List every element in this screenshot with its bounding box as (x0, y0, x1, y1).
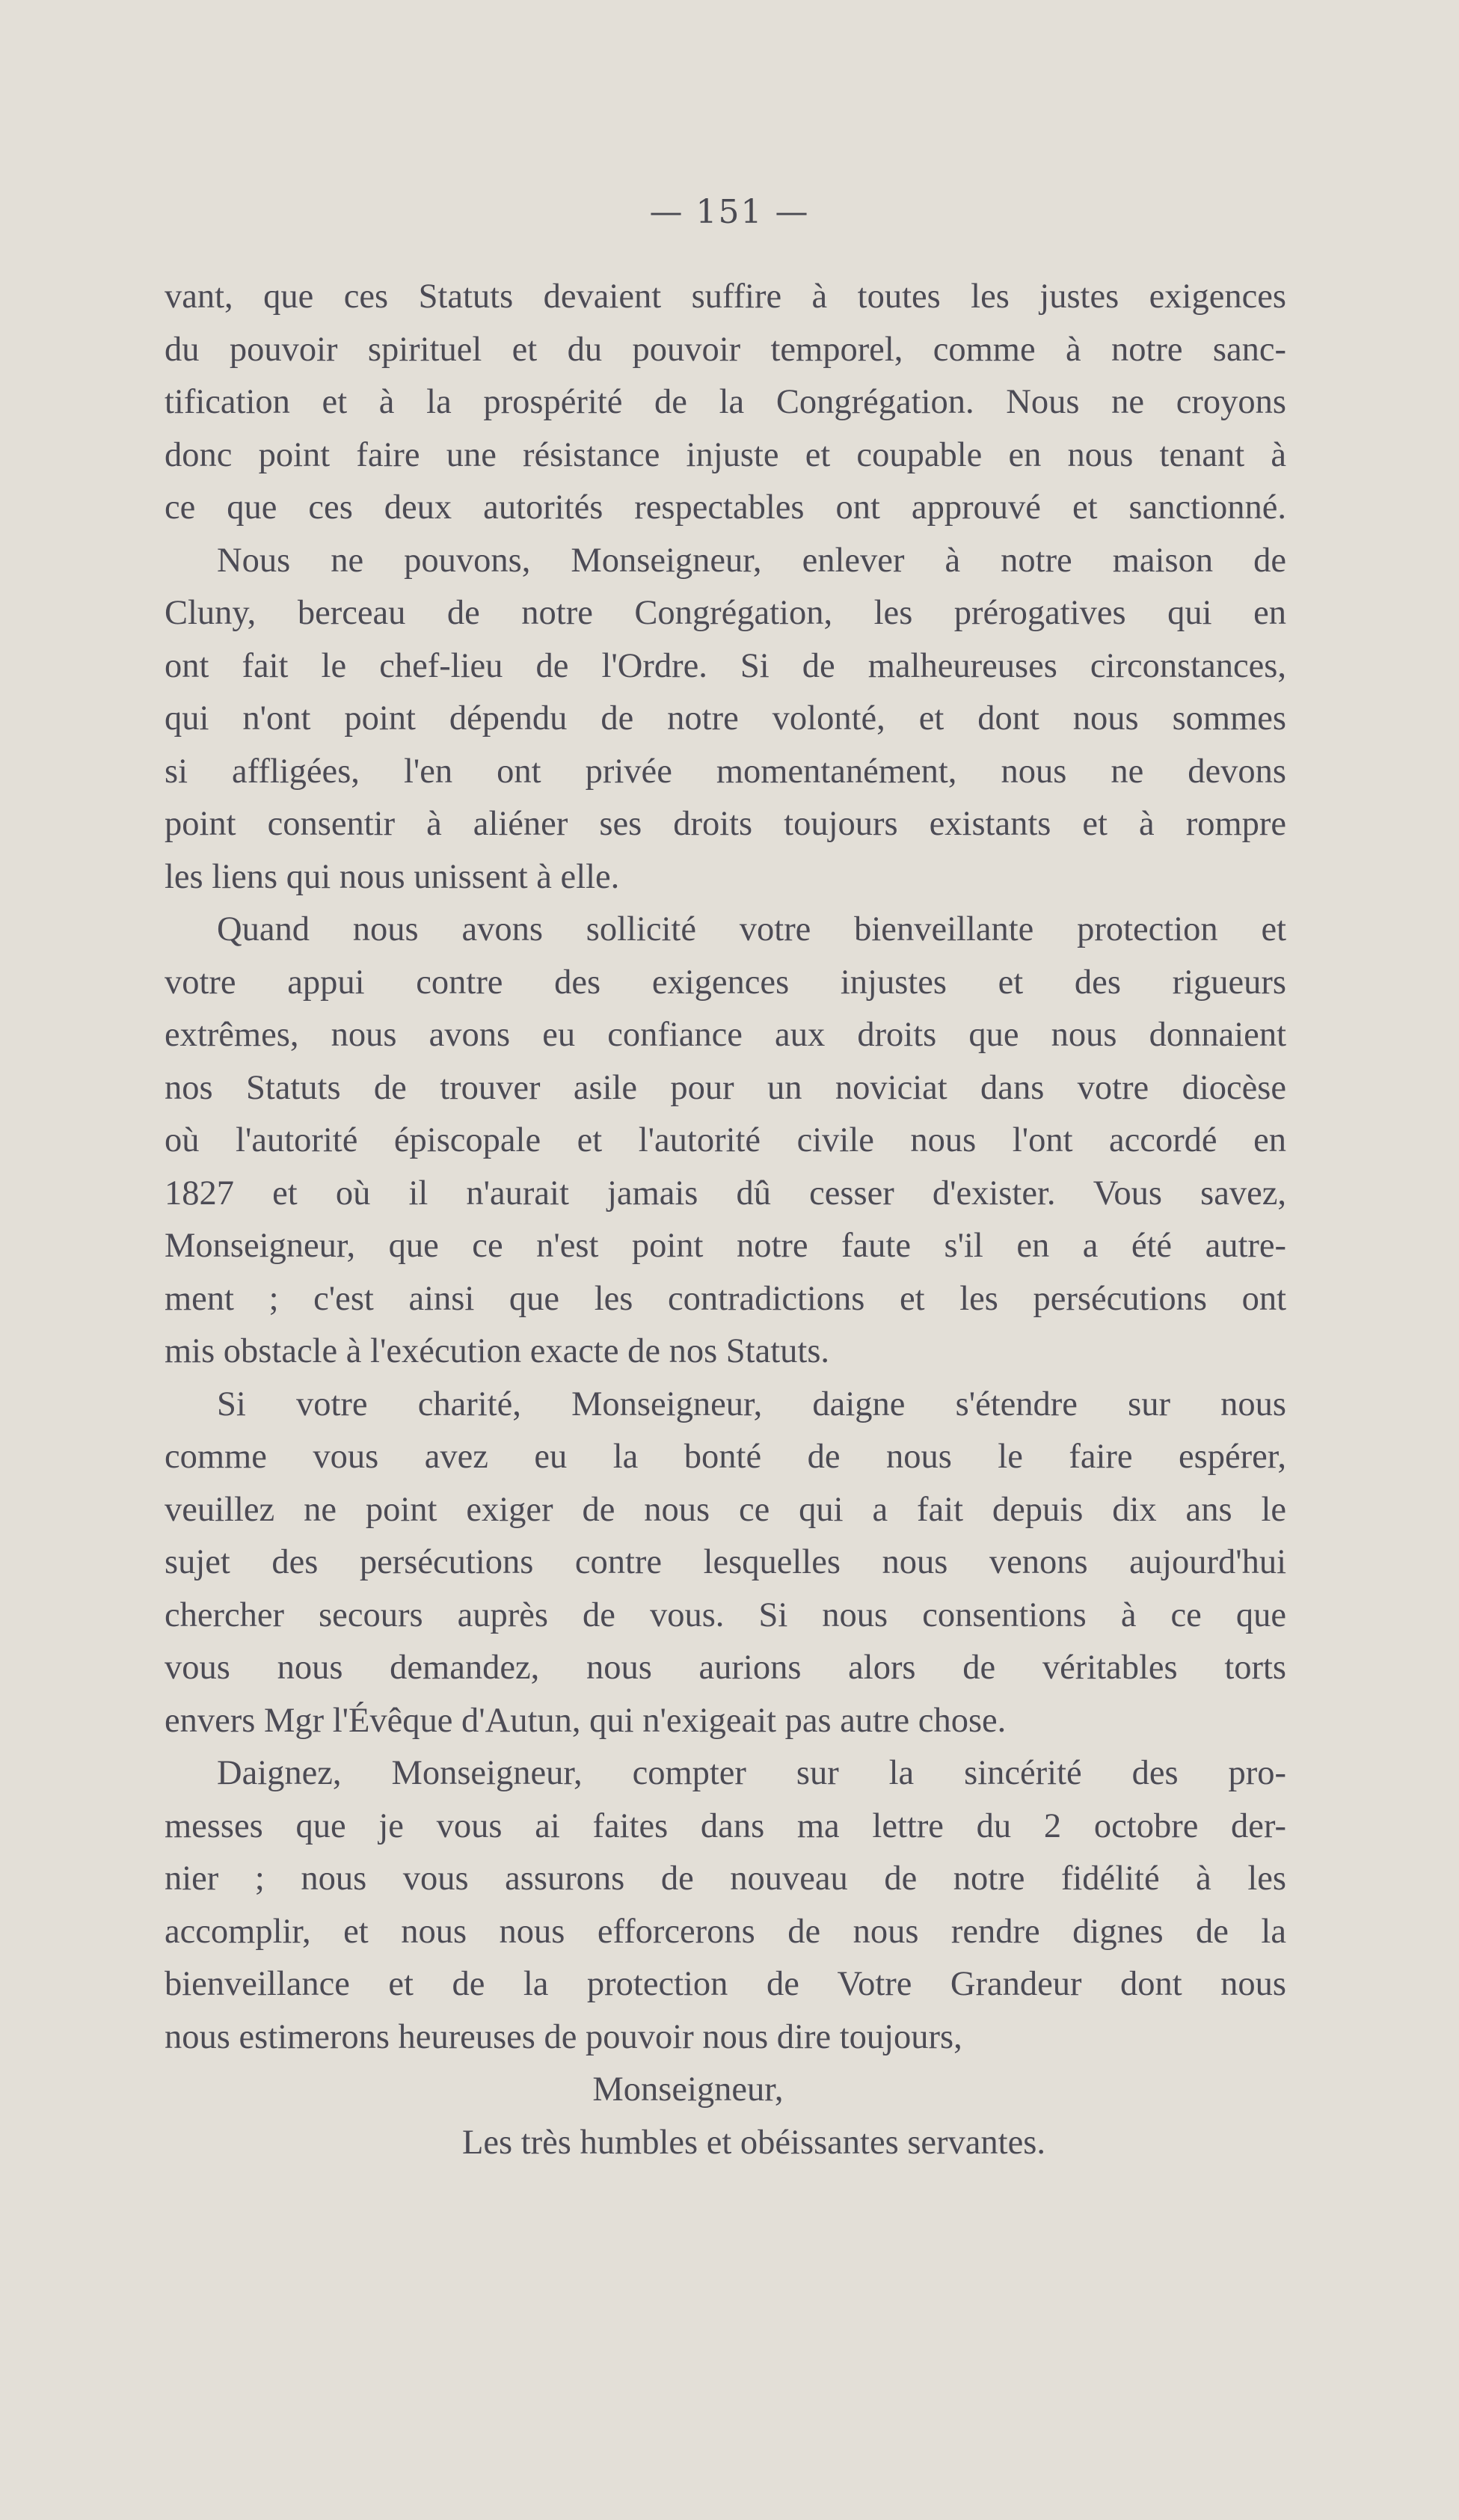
text-line: veuillez ne point exiger de nous ce qui a fait depuis dix ans le (165, 1490, 1286, 1529)
text-line: ont fait le chef-lieu de l'Ordre. Si de malheureuses circonstances, (165, 646, 1286, 685)
text-line: ce que ces deux autorités respectables ont approuvé et sanctionné. (165, 488, 1286, 527)
text-line: nous estimerons heureuses de pouvoir nous dire toujours, (165, 2017, 962, 2056)
text-line: Quand nous avons sollicité votre bienveillante protection et (217, 910, 1286, 948)
text-line: extrêmes, nous avons eu confiance aux droits que nous donnaient (165, 1016, 1286, 1054)
text-line: comme vous avez eu la bonté de nous le faire espérer, (165, 1438, 1286, 1476)
text-line: Si votre charité, Monseigneur, daigne s'étendre sur nous (217, 1385, 1286, 1423)
text-line: si affligées, l'en ont privée momentanément, nous ne devons (165, 752, 1286, 791)
text-line: Nous ne pouvons, Monseigneur, enlever à notre maison de (217, 541, 1286, 580)
body-text (165, 271, 1286, 2169)
text-line: qui n'ont point dépendu de notre volonté, et dont nous sommes (165, 699, 1286, 738)
text-line: ment ; c'est ainsi que les contradictions et les persécutions ont (165, 1279, 1286, 1318)
text-line: point consentir à aliéner ses droits toujours existants et à rompre (165, 805, 1286, 843)
text-line: nos Statuts de trouver asile pour un noviciat dans votre diocèse (165, 1068, 1286, 1107)
text-line: chercher secours auprès de vous. Si nous consentions à ce que (165, 1595, 1286, 1634)
text-line: vant, que ces Statuts devaient suffire à toutes les justes exigences (165, 278, 1286, 316)
text-line: nier ; nous vous assurons de nouveau de notre fidélité à les (165, 1860, 1286, 1898)
paragraph-3 (165, 904, 1286, 1379)
closing-signature: Les très humbles et obéissantes servantes. (462, 2123, 1045, 2162)
text-line: donc point faire une résistance injuste et coupable en nous tenant à (165, 435, 1286, 474)
text-line: mis obstacle à l'exécution exacte de nos Statuts. (165, 1332, 830, 1370)
text-line: messes que je vous ai faites dans ma lettre du 2 octobre der- (165, 1806, 1286, 1845)
text-line: Daignez, Monseigneur, compter sur la sincérité des pro- (217, 1754, 1286, 1792)
text-line: du pouvoir spirituel et du pouvoir temporel, comme à notre sanc- (165, 330, 1286, 369)
page-number: — 151 — (649, 193, 810, 231)
text-line: sujet des persécutions contre lesquelles nous venons aujourd'hui (165, 1543, 1286, 1581)
text-line: envers Mgr l'Évêque d'Autun, qui n'exigeait pas autre chose. (165, 1701, 1007, 1740)
text-line: Cluny, berceau de notre Congrégation, les prérogatives qui en (165, 594, 1286, 632)
paragraph-4 (165, 1379, 1286, 1748)
paragraph-2 (165, 535, 1286, 904)
text-line: vous nous demandez, nous aurions alors de véritables torts (165, 1649, 1286, 1687)
text-line: bienveillance et de la protection de Votre Grandeur dont nous (165, 1965, 1286, 2003)
letter-closing (165, 2064, 1286, 2169)
text-line: tification et à la prospérité de la Congrégation. Nous ne croyons (165, 383, 1286, 421)
paragraph-5 (165, 1747, 1286, 2064)
text-line: votre appui contre des exigences injustes et des rigueurs (165, 963, 1286, 1002)
text-line: 1827 et où il n'aurait jamais dû cesser d'exister. Vous savez, (165, 1174, 1286, 1213)
text-line: accomplir, et nous nous efforcerons de nous rendre dignes de la (165, 1912, 1286, 1951)
text-line: Monseigneur, que ce n'est point notre faute s'il en a été autre- (165, 1227, 1286, 1265)
text-line: les liens qui nous unissent à elle. (165, 857, 620, 896)
closing-salutation: Monseigneur, (592, 2070, 784, 2109)
text-line: où l'autorité épiscopale et l'autorité civile nous l'ont accordé en (165, 1121, 1286, 1159)
paragraph-1 (165, 271, 1286, 535)
